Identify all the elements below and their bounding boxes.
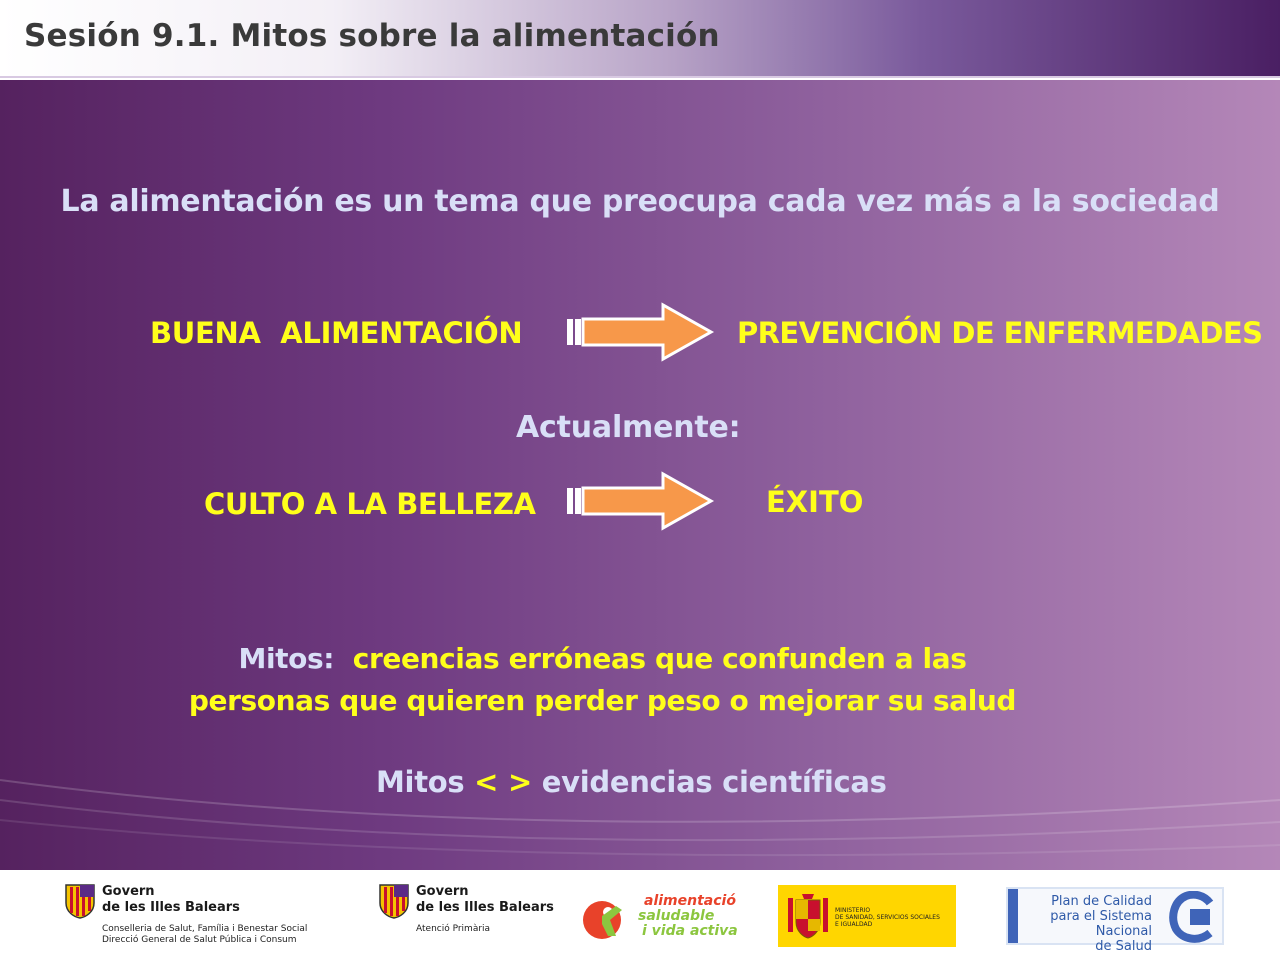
govern-salut-logo [64,880,334,950]
mitos-line-1 [160,638,1045,680]
buena-alimentacion-label: BUENA ALIMENTACIÓN [150,316,523,350]
govern-sub-line-1: Conselleria de Salut, Família i Benestar Social [102,924,308,934]
alim-line-2: saludable [638,908,715,924]
slide-body [0,80,1280,870]
mitos-def-line-2: personas que quieren perder peso o mejorar su salud [188,684,1017,717]
apple-figure-icon [582,896,626,940]
culto-belleza-label: CULTO A LA BELLEZA [204,487,536,521]
page-title: Sesión 9.1. Mitos sobre la alimentación [24,18,720,54]
arrow-right-icon [565,471,715,531]
govern-sub-line-2: Direcció General de Salut Pública i Consum [102,935,297,945]
evidencias-line [376,765,887,799]
govern-name: Govern de les Illes Balears [102,884,240,915]
slide-header [0,0,1280,78]
plan-text: Plan de Calidad para el Sistema Nacional de Salud [1050,894,1152,954]
govern-sub [102,924,307,946]
mitos-label: Mitos: [238,642,335,675]
logo-footer [0,870,1280,963]
balearic-shield-icon [64,883,96,919]
alim-line-3: i vida activa [642,923,738,939]
mitos-def-line-1: creencias erróneas que confunden a las [352,642,967,675]
prevencion-label: PREVENCIÓN DE ENFERMEDADES [737,316,1263,350]
exito-label: ÉXITO [766,485,864,519]
balearic-shield-icon [378,883,410,919]
alimentacio-saludable-logo [580,888,750,948]
ev-symbols: < > [474,765,532,799]
ministerio-text: MINISTERIO DE SANIDAD, SERVICIOS SOCIALES E IGUALDAD [835,907,940,928]
plan-c-icon [1166,891,1216,943]
atencio-primaria: Atenció Primària [416,924,491,934]
ev-mitos: Mitos [376,765,465,799]
actualmente-label: Actualmente: [516,410,741,445]
arrow-right-icon [565,302,715,362]
govern-name: Govern de les Illes Balears [416,884,554,915]
ministerio-sanidad-logo [778,885,956,947]
mitos-definition [160,638,1045,722]
ev-evidencias: evidencias científicas [541,765,887,799]
intro-text: La alimentación es un tema que preocupa cada vez más a la sociedad [60,184,1220,219]
plan-calidad-logo [1006,887,1224,954]
govern-atencio-logo [378,880,558,950]
alim-line-1: alimentació [644,893,736,909]
spain-crest-icon [786,892,830,940]
